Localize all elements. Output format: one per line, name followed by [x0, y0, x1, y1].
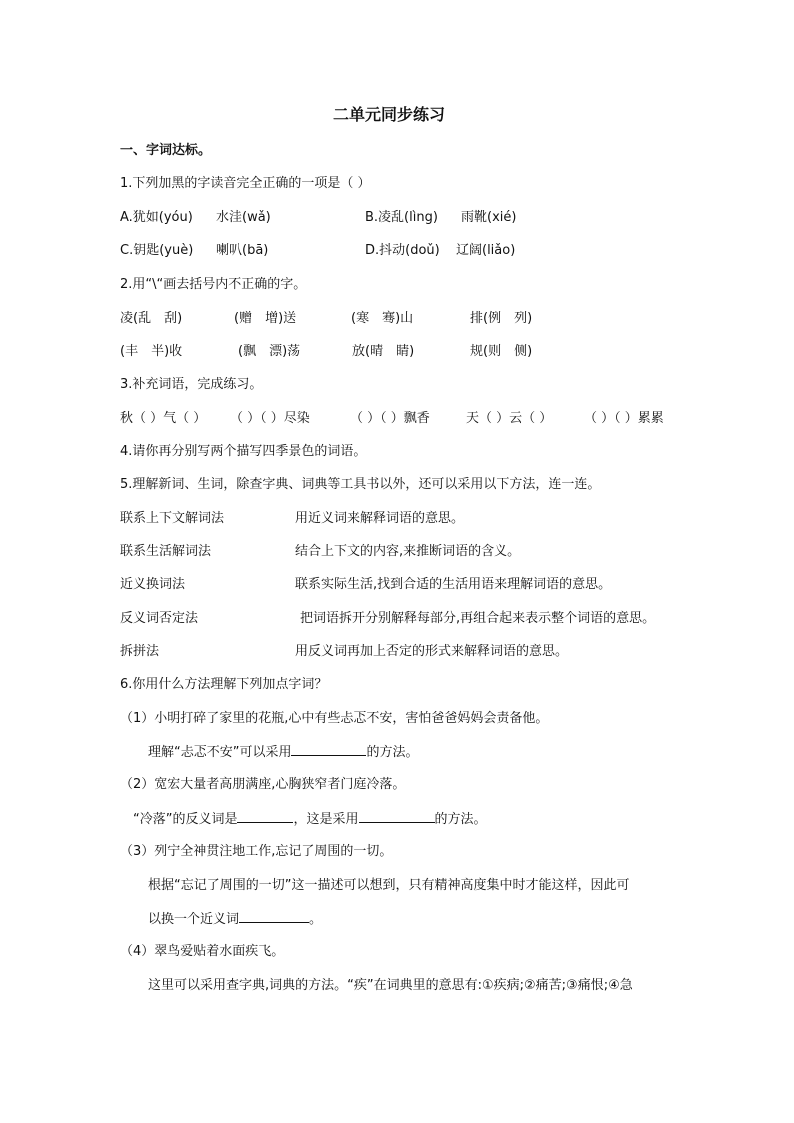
- choice-item: (飘 漂)荡: [238, 344, 301, 359]
- choice-item: (赠 增)送: [234, 311, 297, 326]
- method-name: 拆拼法: [120, 644, 160, 659]
- answer-prompt: 理解“忐忑不安”可以采用: [148, 745, 292, 760]
- fill-idiom: 秋（ ）气（ ）: [120, 411, 207, 426]
- option-a-word-1: A.犹如(yóu): [120, 210, 193, 225]
- fill-idiom: （ ）（ ）尽染: [230, 411, 310, 426]
- section-heading: 一、字词达标。: [120, 143, 212, 158]
- method-description: 把词语拆开分别解释每部分,再组合起来表示整个词语的意思。: [300, 611, 656, 626]
- question-3-stem: 3.补充词语，完成练习。: [120, 377, 263, 392]
- choice-item: (丰 半)收: [120, 344, 183, 359]
- answer-blank[interactable]: [359, 810, 435, 823]
- choice-item: 排(例 列): [470, 311, 533, 326]
- choice-item: 规(则 侧): [470, 344, 533, 359]
- sentence-3: （3）列宁全神贯注地工作,忘记了周围的一切。: [120, 844, 393, 859]
- page-title: 二单元同步练习: [333, 105, 446, 124]
- choice-item: (寒 骞)山: [351, 311, 414, 326]
- answer-middle: ，这是采用: [293, 812, 359, 827]
- answer-prompt: 以换一个近义词: [148, 912, 240, 927]
- explanation-3: 根据“忘记了周围的一切”这一描述可以想到，只有精神高度集中时才能这样，因此可: [148, 878, 630, 893]
- option-d-word-1: D.抖动(doǔ): [365, 243, 440, 258]
- sentence-4: （4）翠鸟爱贴着水面疾飞。: [120, 944, 285, 959]
- option-b-word-1: B.凌乱(lìng): [365, 210, 438, 225]
- choice-item: 凌(乱 刮): [120, 311, 183, 326]
- fill-idiom: （ ）（ ）累累: [584, 411, 664, 426]
- option-c-word-2: 喇叭(bā): [216, 243, 269, 258]
- answer-prompt: “冷落”的反义词是: [133, 812, 238, 827]
- option-a-word-2: 水洼(wǎ): [216, 210, 271, 225]
- option-d-word-2: 辽阔(liǎo): [456, 243, 516, 258]
- method-name: 反义词否定法: [120, 611, 199, 626]
- choice-item: 放(晴 睛): [352, 344, 415, 359]
- sentence-2: （2）宽宏大量者高朋满座,心胸狭窄者门庭冷落。: [120, 777, 406, 792]
- answer-blank[interactable]: [237, 810, 293, 823]
- fill-idiom: （ ）（ ）飘香: [350, 411, 430, 426]
- method-name: 联系生活解词法: [120, 544, 212, 559]
- question-1-stem: 1.下列加黑的字读音完全正确的一项是（ ）: [120, 176, 371, 191]
- question-2-stem: 2.用“\“画去括号内不正确的字。: [120, 277, 307, 292]
- sentence-1: （1）小明打碎了家里的花瓶,心中有些忐忑不安，害怕爸爸妈妈会责备他。: [120, 711, 549, 726]
- method-description: 结合上下文的内容,来推断词语的含义。: [295, 544, 521, 559]
- method-name: 联系上下文解词法: [120, 511, 225, 526]
- method-description: 用反义词再加上否定的形式来解释词语的意思。: [295, 644, 569, 659]
- option-c-word-1: C.钥匙(yuè): [120, 243, 194, 258]
- answer-blank[interactable]: [239, 910, 309, 923]
- answer-blank[interactable]: [291, 743, 366, 756]
- answer-line-3: [148, 910, 322, 929]
- question-4-stem: 4.请你再分别写两个描写四季景色的词语。: [120, 444, 367, 459]
- method-name: 近义换词法: [120, 577, 186, 592]
- fill-idiom: 天（ ）云（ ）: [466, 411, 553, 426]
- explanation-4: 这里可以采用查字典,词典的方法。“疾”在词典里的意思有:①疾病;②痛苦;③痛恨;④急: [148, 978, 633, 993]
- answer-suffix: 。: [309, 912, 323, 927]
- answer-suffix: 的方法。: [366, 745, 419, 760]
- method-description: 联系实际生活,找到合适的生活用语来理解词语的意思。: [295, 577, 612, 592]
- method-description: 用近义词来解释词语的意思。: [295, 511, 465, 526]
- answer-suffix: 的方法。: [434, 812, 487, 827]
- answer-line-1: [148, 743, 419, 762]
- answer-line-2: [133, 810, 487, 829]
- option-b-word-2: 雨靴(xié): [461, 210, 517, 225]
- question-5-stem: 5.理解新词、生词，除查字典、词典等工具书以外，还可以采用以下方法，连一连。: [120, 477, 601, 492]
- question-6-stem: 6.你用什么方法理解下列加点字词？: [120, 677, 328, 692]
